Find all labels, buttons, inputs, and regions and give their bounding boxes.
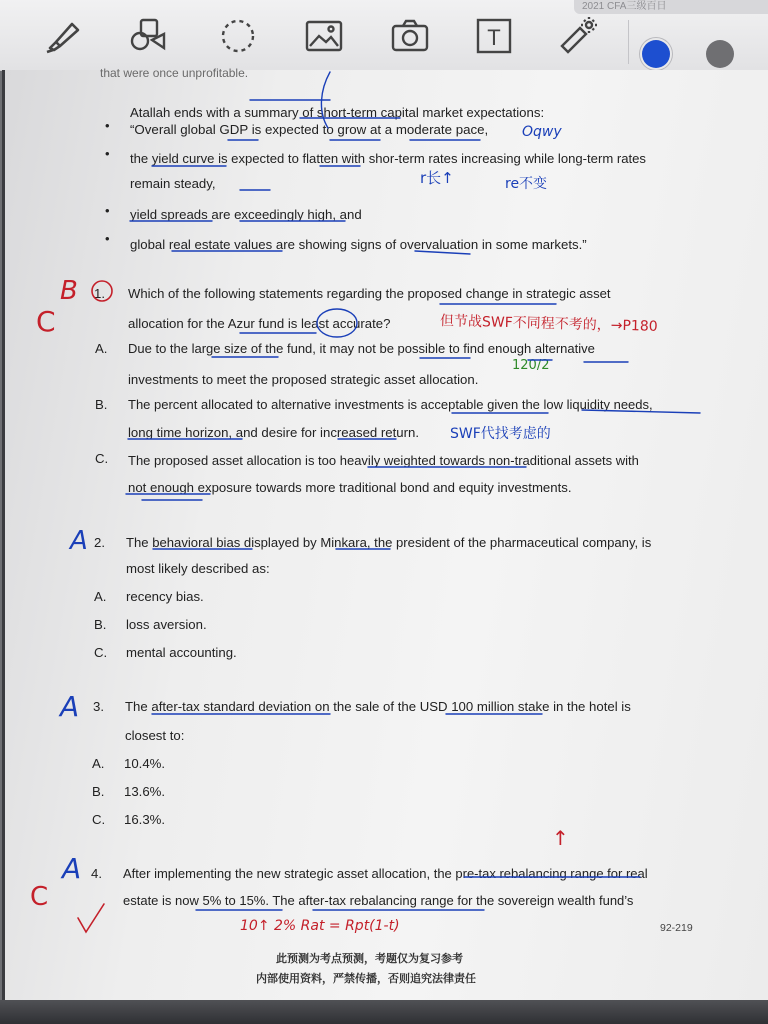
question-4-stem-2: estate is now 5% to 15%. The after-tax rebalancing range for the sovereign wealth fund’s — [123, 893, 634, 908]
q1-option-b-text: The percent allocated to alternative investments is acceptable given the low liquidity needs, — [128, 397, 653, 412]
bullet-text-3: yield spreads are exceedingly high, and — [130, 207, 362, 222]
q2-margin-mark: A — [70, 526, 88, 556]
q1-option-a-text: Due to the large size of the fund, it may not be possible to find enough alternative — [128, 341, 595, 356]
q4-margin-mark-c: C — [30, 882, 49, 912]
image-icon[interactable] — [302, 14, 346, 58]
q1-option-b-note: SWF代找考虑的 — [450, 426, 551, 442]
color-swatch-blue[interactable] — [642, 40, 670, 68]
q1-option-b-text-2: long time horizon, and desire for increased return. — [128, 425, 420, 440]
q3-option-a-letter: A. — [92, 756, 105, 771]
q4-arrow-note: ↑ — [552, 826, 569, 850]
q2-option-c-letter: C. — [94, 645, 108, 660]
text-tool-icon[interactable] — [472, 14, 516, 58]
text-tool-glyph: T — [487, 25, 501, 50]
rates-note-1: r长↑ — [420, 169, 454, 187]
q1-option-b-letter: B. — [95, 397, 108, 412]
q1-option-c-letter: C. — [95, 451, 109, 466]
bullet-dot: • — [105, 203, 110, 218]
annotation-toolbar — [0, 0, 768, 71]
q2-option-c-text: mental accounting. — [126, 645, 237, 660]
bullet-text-2: the yield curve is expected to flatten with shor-term rates increasing while long-term rates — [130, 151, 646, 166]
bullet-text-4: global real estate values are showing signs of overvaluation in some markets.” — [130, 237, 587, 252]
question-2-stem-2: most likely described as: — [126, 561, 270, 576]
question-2-number: 2. — [94, 535, 105, 550]
shapes-icon[interactable] — [126, 14, 170, 58]
question-1-stem: Which of the following statements regarding the proposed change in strategic asset — [128, 286, 611, 301]
q4-margin-mark: A — [62, 852, 82, 885]
q1-option-a-letter: A. — [95, 341, 108, 356]
rates-note-2: re不变 — [505, 176, 548, 192]
q1-note: 但节战SWF不同程不考的，→P180 — [439, 313, 658, 335]
bullet-text-1: “Overall global GDP is expected to grow at a moderate pace, — [130, 122, 489, 137]
bullet-dot: • — [105, 118, 110, 133]
toolbar-divider — [628, 20, 629, 64]
q3-margin-mark: A — [60, 690, 80, 723]
q2-option-b-letter: B. — [94, 617, 107, 632]
question-3-number: 3. — [93, 699, 104, 714]
q1-green-note: 120/2 — [512, 358, 550, 373]
lasso-icon[interactable] — [216, 14, 260, 58]
question-3-stem-2: closest to: — [125, 728, 185, 743]
footer-line-2: 内部使用资料，严禁传播，否则追究法律责任 — [256, 973, 476, 985]
q1-option-c-text-2: not enough exposure towards more traditional bond and equity investments. — [128, 480, 572, 495]
bullet-dot: • — [105, 231, 110, 246]
q4-formula-note: 10↑ 2% Rat = Rpt(1-t) — [240, 918, 400, 934]
laser-pointer-icon[interactable] — [556, 14, 600, 58]
q3-option-c-letter: C. — [92, 812, 106, 827]
question-2-stem: The behavioral bias displayed by Minkara, the president of the pharmaceutical company, is — [126, 535, 652, 550]
q3-option-b-text: 13.6%. — [124, 784, 166, 799]
bullet-text-2b: remain steady, — [130, 176, 216, 191]
gdp-note: Oqwy — [522, 124, 562, 140]
q3-option-a-text: 10.4%. — [124, 756, 166, 771]
q1-margin-mark-b: B — [60, 276, 78, 306]
footer-line-1: 此预测为考点预测，考题仅为复习参考 — [276, 953, 463, 965]
q3-option-b-letter: B. — [92, 784, 105, 799]
intro-cut-line: that were once unprofitable. — [100, 66, 249, 80]
page-number: 92-219 — [660, 922, 693, 934]
q2-option-a-text: recency bias. — [126, 589, 204, 604]
bullet-dot: • — [105, 146, 110, 161]
q1-margin-mark-c: C — [36, 305, 56, 338]
question-3-stem: The after-tax standard deviation on the sale of the USD 100 million stake in the hotel is — [125, 699, 631, 714]
q3-option-c-text: 16.3%. — [124, 812, 166, 827]
document-tab[interactable]: 2021 CFA三级百日 — [574, 0, 768, 14]
q1-option-c-text: The proposed asset allocation is too heavily weighted towards non-traditional assets with — [128, 453, 639, 468]
color-swatch-gray[interactable] — [706, 40, 734, 68]
camera-icon[interactable] — [388, 14, 432, 58]
q2-option-b-text: loss aversion. — [126, 617, 207, 632]
q2-option-a-letter: A. — [94, 589, 107, 604]
intro-line: Atallah ends with a summary of short-term capital market expectations: — [130, 105, 545, 120]
question-4-number: 4. — [91, 866, 102, 881]
question-1-stem-2: allocation for the Azur fund is least accurate? — [128, 316, 391, 331]
question-4-stem: After implementing the new strategic asset allocation, the pre-tax rebalancing range for real — [123, 866, 648, 881]
highlighter-icon[interactable] — [40, 14, 84, 58]
question-1-number: 1. — [94, 286, 105, 301]
q1-option-a-text-2: investments to meet the proposed strategic asset allocation. — [128, 372, 479, 387]
page-bottom-edge — [0, 1000, 768, 1024]
